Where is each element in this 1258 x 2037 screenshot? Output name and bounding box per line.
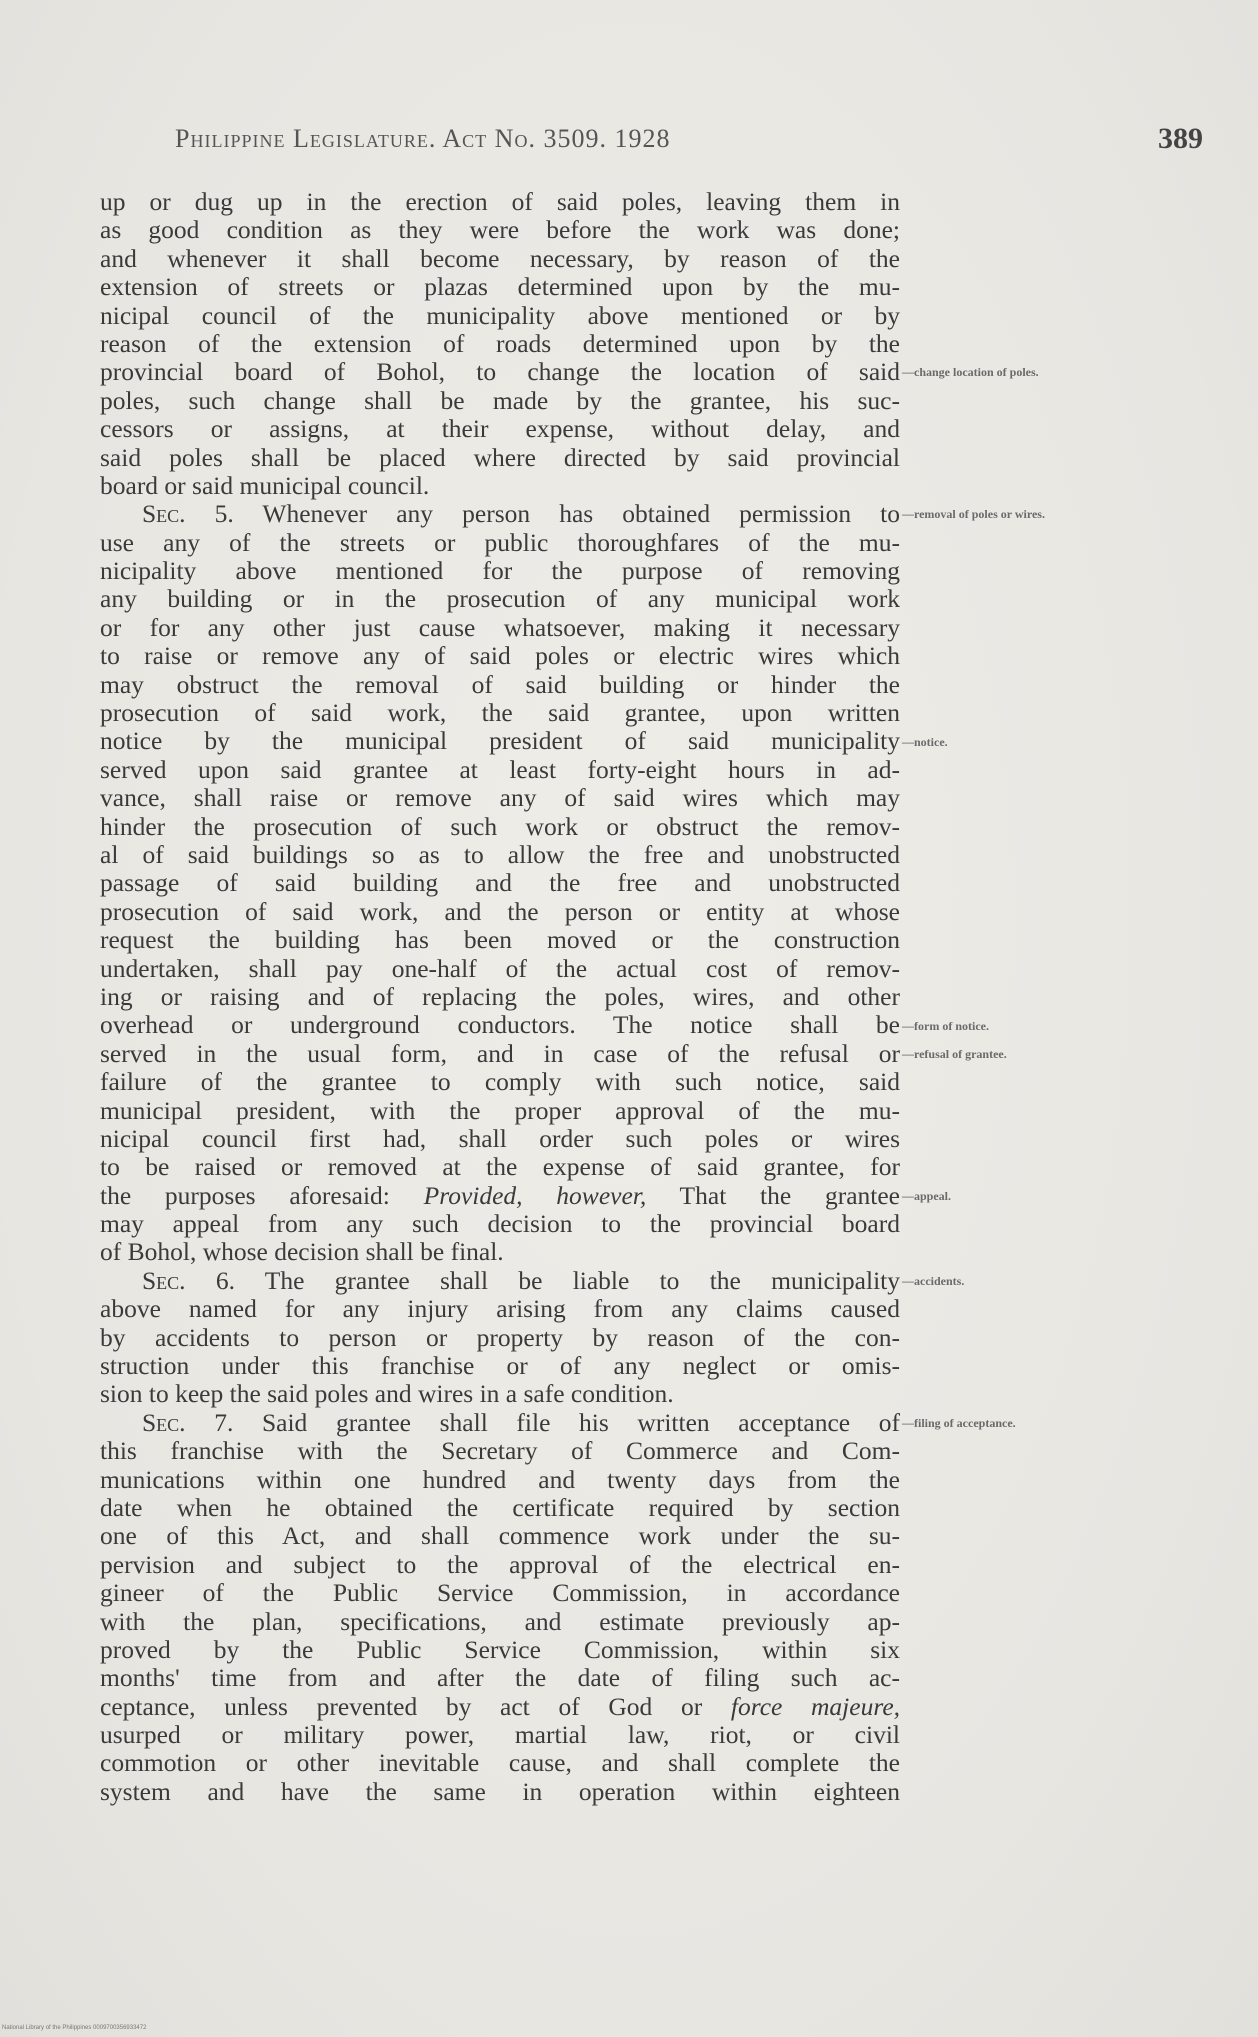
text-segment: the purposes aforesaid:: [100, 1180, 424, 1210]
text-line: [100, 756, 900, 784]
text-line: [100, 1749, 900, 1777]
text-line: [100, 1040, 900, 1068]
text-segment: said poles shall be placed where directed by said provincial: [100, 442, 900, 472]
text-segment: overhead or underground conductors. The notice shall be: [100, 1010, 900, 1040]
text-segment: pervision and subject to the approval of the electrical en-: [100, 1549, 900, 1579]
text-line: [100, 1097, 900, 1125]
text-segment: to be raised or removed at the expense of said grantee, for: [100, 1152, 900, 1182]
text-segment: with the plan, specifications, and estimate previously ap-: [100, 1606, 900, 1636]
text-segment: passage of said building and the free and unobstructed: [100, 868, 900, 898]
text-segment: nicipality above mentioned for the purpose of removing: [100, 556, 900, 586]
text-line: [100, 813, 900, 841]
text-line: [100, 1125, 900, 1153]
text-line: [100, 1437, 900, 1465]
text-line: [100, 671, 900, 699]
text-segment: prosecution of said work, and the person or entity at whose: [100, 896, 900, 926]
text-segment: nicipal council first had, shall order such poles or wires: [100, 1123, 900, 1153]
text-segment: months' time from and after the date of filing such ac-: [100, 1663, 900, 1693]
italic-text: force majeure,: [730, 1691, 901, 1721]
text-line: [100, 1693, 900, 1721]
margin-note: —notice.: [902, 734, 948, 749]
text-segment: system and have the same in operation within eighteen: [100, 1776, 900, 1806]
text-line: [100, 983, 900, 1011]
text-line: [100, 1267, 900, 1295]
text-segment: cessors or assigns, at their expense, without delay, and: [100, 414, 900, 444]
margin-note: —removal of poles or wires.: [902, 507, 1045, 522]
text-line: [100, 1721, 900, 1749]
text-segment: reason of the extension of roads determined upon by the: [100, 328, 900, 358]
text-segment: munications within one hundred and twenty days from the: [100, 1464, 900, 1494]
text-line: [100, 727, 900, 755]
text-line: [100, 1409, 900, 1437]
text-line: [100, 500, 900, 528]
italic-text: Provided, however,: [423, 1180, 647, 1210]
text-line: [100, 1352, 900, 1380]
text-segment: as good condition as they were before the work was done;: [100, 215, 900, 245]
text-segment: ceptance, unless prevented by act of God or: [100, 1691, 731, 1721]
text-segment: above named for any injury arising from any claims caused: [100, 1294, 900, 1324]
footer-stamp: National Library of the Philippines 0009700356933472: [2, 2025, 147, 2031]
text-segment: 6. The grantee shall be liable to the municipality: [185, 1265, 900, 1295]
text-segment: gineer of the Public Service Commission, in accordance: [100, 1578, 900, 1608]
text-line: [100, 841, 900, 869]
text-line: [100, 387, 900, 415]
text-segment: nicipal council of the municipality above mentioned or by: [100, 300, 900, 330]
text-line: [100, 1778, 900, 1806]
text-segment: undertaken, shall pay one-half of the actual cost of remov-: [100, 953, 900, 983]
text-line: [100, 529, 900, 557]
margin-note: —refusal of grantee.: [902, 1047, 1007, 1061]
text-line: [100, 415, 900, 443]
text-segment: request the building has been moved or the construction: [100, 925, 900, 955]
text-line: [100, 784, 900, 812]
text-segment: any building or in the prosecution of any municipal work: [100, 584, 900, 614]
text-line: [100, 699, 900, 727]
text-segment: commotion or other inevitable cause, and shall complete the: [100, 1748, 900, 1778]
text-line: [100, 245, 900, 273]
text-segment: or for any other just cause whatsoever, making it necessary: [100, 612, 900, 642]
text-line: [100, 472, 900, 500]
text-segment: al of said buildings so as to allow the free and unobstructed: [100, 839, 900, 869]
margin-note: —filing of acceptance.: [902, 1416, 1016, 1431]
text-line: [100, 869, 900, 897]
text-segment: may obstruct the removal of said building or hinder the: [100, 669, 900, 699]
text-line: [100, 1380, 900, 1408]
text-line: [100, 1011, 900, 1039]
text-line: [100, 1153, 900, 1181]
text-line: [100, 898, 900, 926]
text-line: [100, 330, 900, 358]
text-segment: failure of the grantee to comply with such notice, said: [100, 1067, 900, 1097]
text-line: [100, 1182, 900, 1210]
text-line: [100, 444, 900, 472]
text-segment: use any of the streets or public thoroughfares of the mu-: [100, 527, 900, 557]
body-text: [100, 188, 900, 1806]
page-number: 389: [1158, 122, 1203, 155]
text-line: [100, 614, 900, 642]
text-line: [100, 926, 900, 954]
text-segment: 5. Whenever any person has obtained permission to: [185, 499, 900, 529]
text-line: [100, 1068, 900, 1096]
margin-note: —change location of poles.: [902, 365, 1039, 380]
margin-note: —appeal.: [902, 1189, 952, 1203]
text-segment: sion to keep the said poles and wires in a safe condition.: [100, 1379, 674, 1409]
text-segment: to raise or remove any of said poles or electric wires which: [100, 641, 900, 671]
text-line: [100, 273, 900, 301]
text-segment: notice by the municipal president of said municipality: [100, 726, 900, 756]
margin-note: —form of notice.: [902, 1018, 989, 1033]
text-segment: up or dug up in the erection of said poles, leaving them in: [100, 187, 900, 216]
section-label: Sec.: [142, 499, 186, 529]
text-segment: ing or raising and of replacing the poles, wires, and other: [100, 981, 900, 1011]
text-line: [100, 585, 900, 613]
text-line: [100, 1608, 900, 1636]
margin-note: —accidents.: [902, 1274, 965, 1289]
text-segment: provincial board of Bohol, to change the location of said: [100, 357, 900, 387]
text-line: [100, 1295, 900, 1323]
running-head: Philippine Legislature. Act No. 3509. 1928: [175, 124, 671, 153]
text-line: [100, 302, 900, 330]
text-segment: may appeal from any such decision to the provincial board: [100, 1209, 900, 1239]
text-line: [100, 1579, 900, 1607]
text-segment: of Bohol, whose decision shall be final.: [100, 1237, 504, 1267]
text-line: [100, 557, 900, 585]
text-segment: struction under this franchise or of any neglect or omis-: [100, 1351, 900, 1381]
text-segment: proved by the Public Service Commission, within six: [100, 1634, 900, 1664]
section-label: Sec.: [142, 1265, 186, 1295]
text-line: [100, 216, 900, 244]
text-segment: hinder the prosecution of such work or obstruct the remov-: [100, 811, 900, 841]
text-segment: prosecution of said work, the said grantee, upon written: [100, 698, 900, 728]
text-segment: served in the usual form, and in case of the refusal or: [100, 1038, 900, 1068]
text-line: [100, 1522, 900, 1550]
text-line: [100, 1494, 900, 1522]
text-segment: and whenever it shall become necessary, by reason of the: [100, 243, 900, 273]
text-line: [100, 642, 900, 670]
text-segment: 7. Said grantee shall file his written acceptance of: [185, 1407, 900, 1437]
text-segment: served upon said grantee at least forty-eight hours in ad-: [100, 754, 900, 784]
text-line: [100, 1664, 900, 1692]
text-line: [100, 955, 900, 983]
text-line: [100, 1324, 900, 1352]
text-line: [100, 1210, 900, 1238]
text-line: [100, 188, 900, 216]
text-segment: extension of streets or plazas determined upon by the mu-: [100, 272, 900, 302]
text-line: [100, 358, 900, 386]
text-segment: vance, shall raise or remove any of said wires which may: [100, 783, 900, 813]
text-segment: municipal president, with the proper approval of the mu-: [100, 1095, 900, 1125]
text-segment: That the grantee: [646, 1180, 900, 1210]
text-segment: poles, such change shall be made by the grantee, his suc-: [100, 385, 900, 415]
text-segment: one of this Act, and shall commence work under the su-: [100, 1521, 900, 1551]
text-segment: this franchise with the Secretary of Commerce and Com-: [100, 1436, 900, 1466]
text-segment: date when he obtained the certificate required by section: [100, 1492, 900, 1522]
section-label: Sec.: [142, 1407, 186, 1437]
text-line: [100, 1551, 900, 1579]
text-line: [100, 1636, 900, 1664]
text-line: [100, 1466, 900, 1494]
text-segment: by accidents to person or property by reason of the con-: [100, 1322, 900, 1352]
text-segment: board or said municipal council.: [100, 470, 430, 500]
text-segment: usurped or military power, martial law, riot, or civil: [100, 1720, 900, 1750]
text-line: [100, 1238, 900, 1266]
